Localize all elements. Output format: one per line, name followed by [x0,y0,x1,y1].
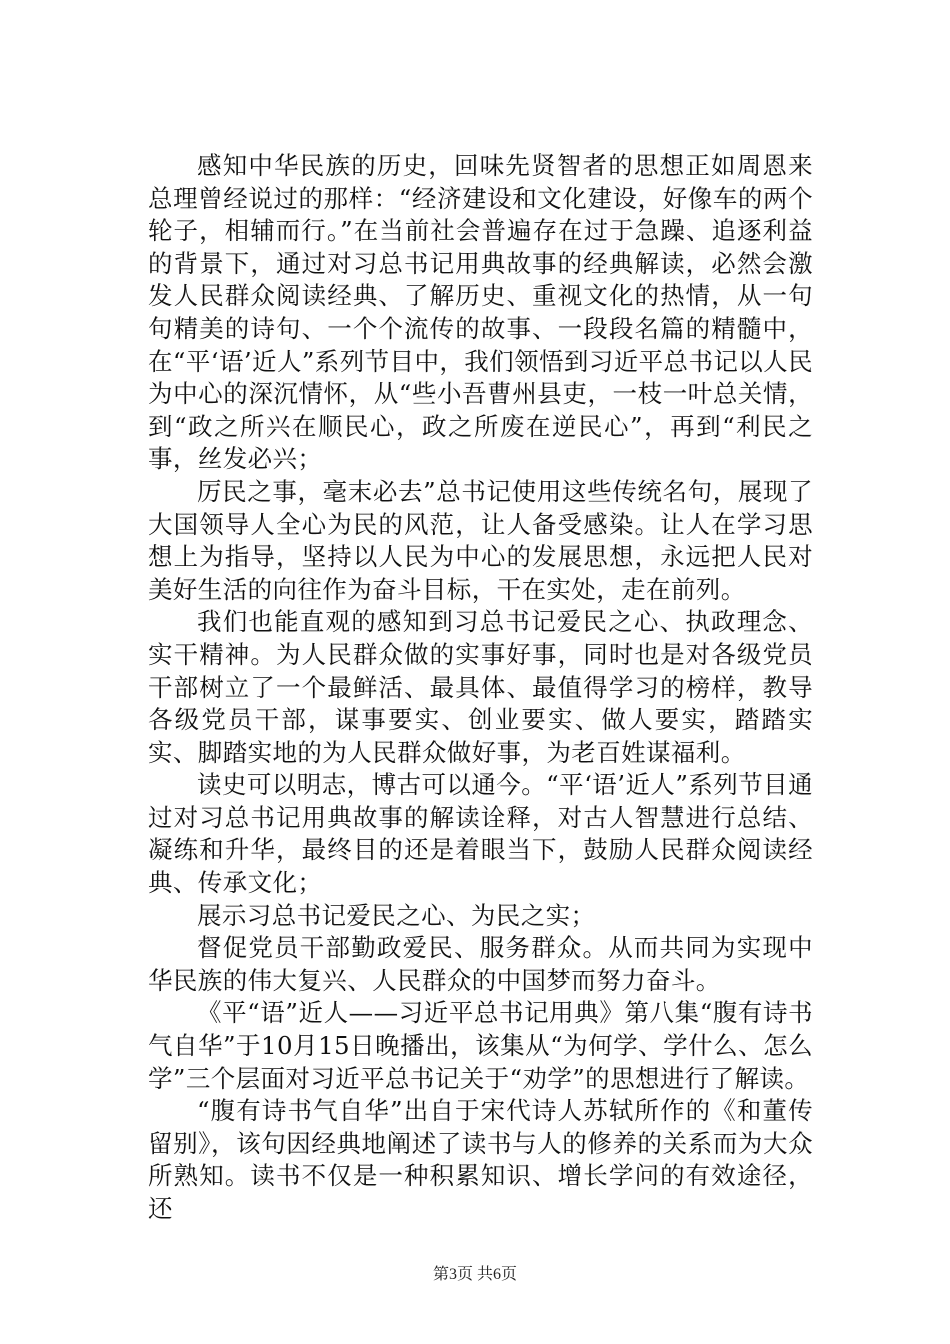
paragraph-4: 读史可以明志，博古可以通今。“平‘语’近人”系列节目通过对习总书记用典故事的解读诠释，对古人智慧进行总结、凝练和升华，最终目的还是着眼当下，鼓励人民群众阅读经典、传承文化； [148,770,813,898]
paragraph-8: “腹有诗书气自华”出自于宋代诗人苏轼所作的《和董传留别》，该句因经典地阐述了读书与人的修养的关系而为大众所熟知。读书不仅是一种积累知识、增长学问的有效途径，还 [148,1096,813,1223]
paragraph-2: 厉民之事，毫末必去”总书记使用这些传统名句，展现了大国领导人全心为民的风范，让人备受感染。让人在学习思想上为指导，坚持以人民为中心的发展思想，永远把人民对美好生活的向往作为奋斗目标，干在实处，走在前列。 [148,476,813,604]
paragraph-5: 展示习总书记爱民之心、为民之实； [197,900,596,930]
paragraph-1: 感知中华民族的历史，回味先贤智者的思想正如周恩来总理曾经说过的那样：“经济建设和文化建设，好像车的两个轮子，相辅而行。”在当前社会普遍存在过于急躁、追逐利益的背景下，通过对习总书记用典故事的经典解读，必然会激发人民群众阅读经典、了解历史、重视文化的热情，从一句句精美的诗句、一个个流传的故事、一段段名篇的精髓中，在“平‘语’近人”系列节目中，我们领悟到习近平总书记以人民为中心的深沉情怀，从“些小吾曹州县吏，一枝一叶总关情，到“政之所兴在顺民心，政之所废在逆民心”，再到“利民之事，丝发必兴； [148,151,813,474]
paragraph-6: 督促党员干部勤政爱民、服务群众。从而共同为实现中华民族的伟大复兴、人民群众的中国梦而努力奋斗。 [148,933,813,995]
paragraph-3: 我们也能直观的感知到习总书记爱民之心、执政理念、实干精神。为人民群众做的实事好事，同时也是对各级党员干部树立了一个最鲜活、最具体、最值得学习的榜样，教导各级党员干部，谋事要实、创业要实、做人要实，踏踏实实、脚踏实地的为人民群众做好事，为老百姓谋福利。 [148,607,813,767]
paragraph-7: 《平“语”近人——习近平总书记用典》第八集“腹有诗书气自华”于10月15日晚播出，该集从“为何学、学什么、怎么学”三个层面对习近平总书记关于“劝学”的思想进行了解读。 [148,998,813,1093]
page-footer: 第3页 共6页 [432,1266,517,1283]
document-body [148,150,813,1226]
